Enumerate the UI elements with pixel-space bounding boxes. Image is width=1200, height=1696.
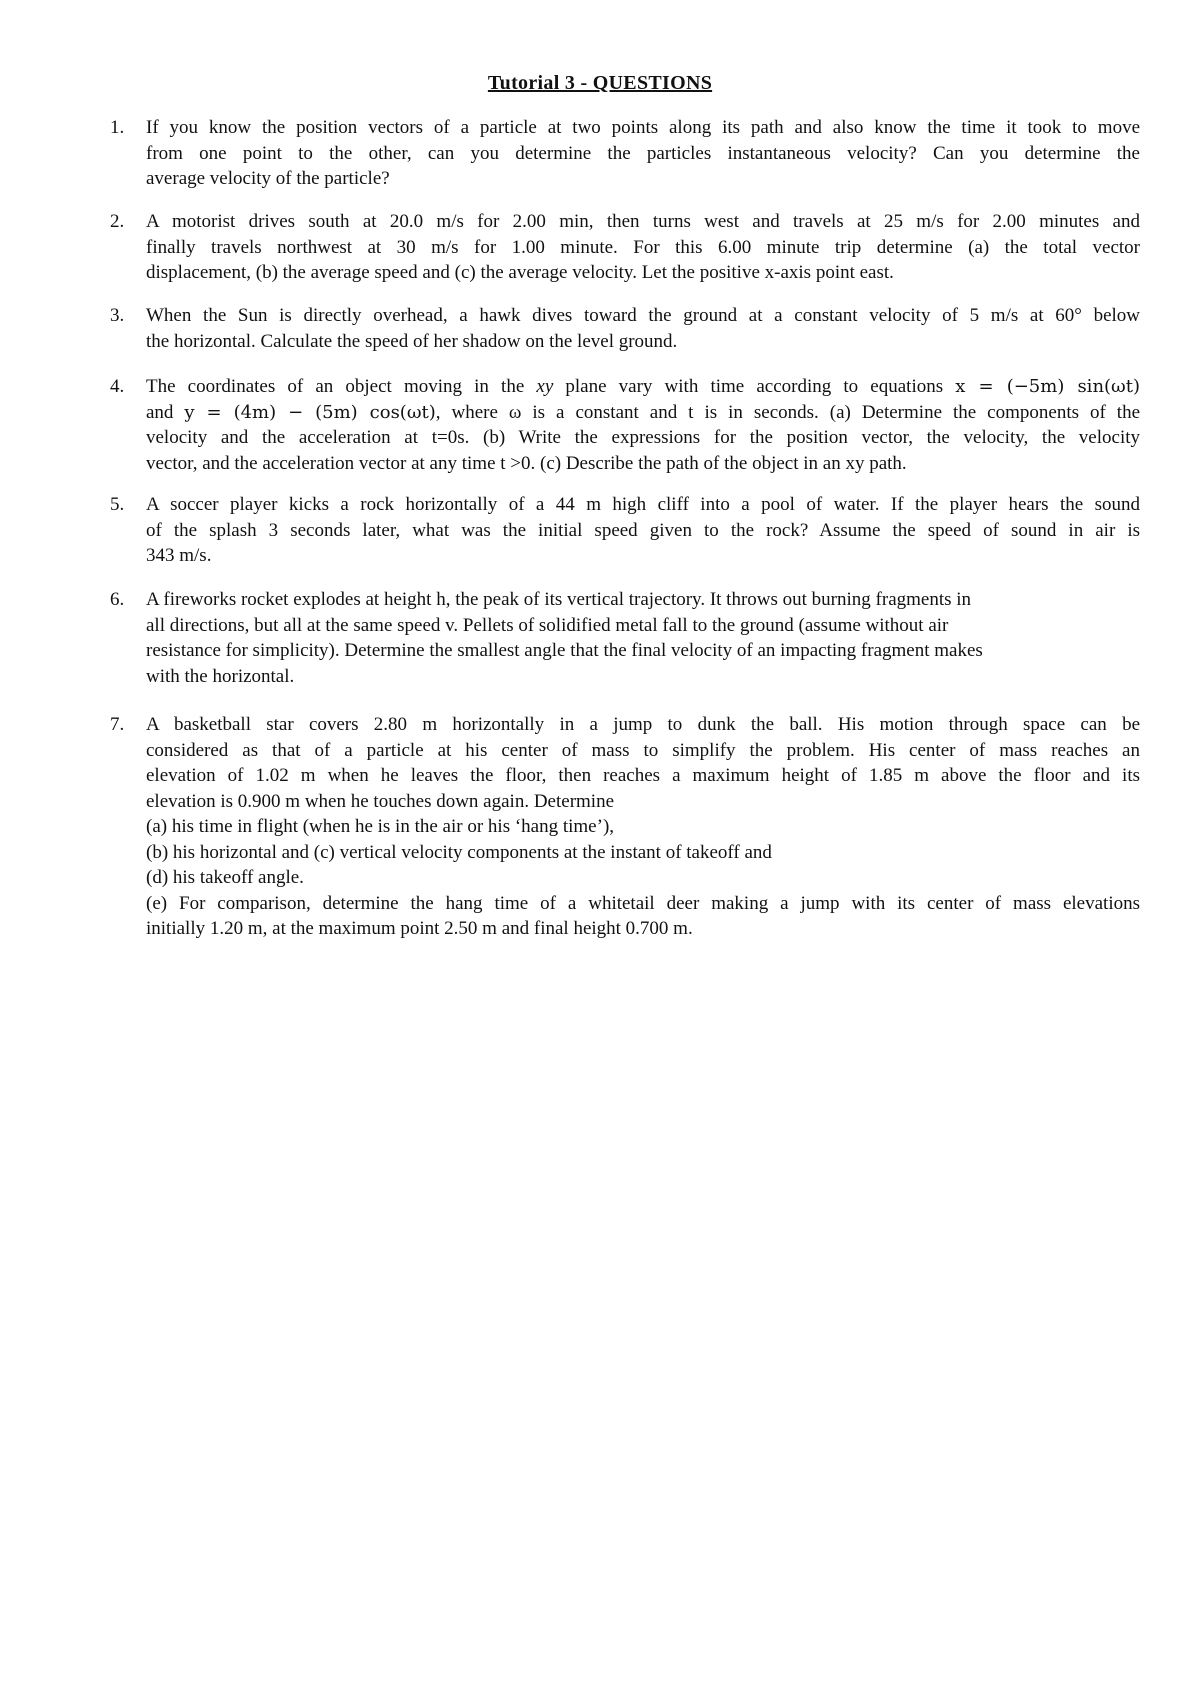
question-text: and xyxy=(146,401,185,423)
question-line xyxy=(146,374,1140,400)
question-text: xy xyxy=(536,376,554,397)
question-number: 3. xyxy=(110,305,125,326)
question-line: vector, and the acceleration vector at any time t >0. (c) Describe the path of the object in an xy path. xyxy=(146,452,907,474)
question-line: When the Sun is directly overhead, a hawk dives toward the ground at a constant velocity of 5 m/s at 60° below xyxy=(146,305,1140,326)
question-text: plane vary with time according to equations xyxy=(553,376,956,397)
question-line: initially 1.20 m, at the maximum point 2.50 m and final height 0.700 m. xyxy=(146,918,693,939)
question-line: elevation is 0.900 m when he touches down again. Determine xyxy=(146,790,615,812)
question-line: A soccer player kicks a rock horizontally of a 44 m high cliff into a pool of water. If the player hears the sound xyxy=(146,494,1140,515)
question-line: (d) his takeoff angle. xyxy=(146,867,304,888)
question-line: A fireworks rocket explodes at height h, the peak of its vertical trajectory. It throws out burning fragments in xyxy=(146,589,972,610)
question-line: 343 m/s. xyxy=(146,545,212,566)
question-line: If you know the position vectors of a particle at two points along its path and also know the time it took to move xyxy=(146,117,1140,138)
question-line: from one point to the other, can you determine the particles instantaneous velocity? Can you determine the xyxy=(146,142,1140,164)
question-2 xyxy=(110,209,1140,286)
question-line: elevation of 1.02 m when he leaves the floor, then reaches a maximum height of 1.85 m above the floor and its xyxy=(146,765,1140,786)
question-line: with the horizontal. xyxy=(146,665,295,687)
page-title: Tutorial 3 - QUESTIONS xyxy=(487,72,713,94)
question-number: 7. xyxy=(110,714,125,735)
question-line: A basketball star covers 2.80 m horizontally in a jump to dunk the ball. His motion through space can be xyxy=(146,714,1140,735)
question-number: 6. xyxy=(110,589,125,610)
equation-x: x = (−5m) sin(ωt) xyxy=(955,376,1140,397)
question-line: resistance for simplicity). Determine the smallest angle that the final velocity of an impacting fragment makes xyxy=(146,640,983,661)
question-line: (a) his time in flight (when he is in the air or his ‘hang time’), xyxy=(146,816,615,837)
question-line xyxy=(146,400,1140,426)
question-3 xyxy=(110,303,1140,354)
question-number: 5. xyxy=(110,494,125,515)
question-number: 4. xyxy=(110,376,125,397)
question-1 xyxy=(110,115,1140,192)
question-text: , where ω is a constant and t is in seconds. (a) Determine the components of the xyxy=(435,401,1140,423)
question-line: the horizontal. Calculate the speed of her shadow on the level ground. xyxy=(146,330,678,352)
question-line: A motorist drives south at 20.0 m/s for 2.00 min, then turns west and travels at 25 m/s for 2.00 minutes and xyxy=(146,211,1140,232)
equation-y: y = (4m) − (5m) cos(ωt) xyxy=(184,401,436,423)
question-6 xyxy=(110,587,1140,689)
question-line: average velocity of the particle? xyxy=(146,168,390,189)
question-line: considered as that of a particle at his center of mass to simplify the problem. His center of mass reaches an xyxy=(146,739,1140,761)
question-text: The coordinates of an object moving in the xyxy=(146,376,537,397)
question-number: 1. xyxy=(110,117,125,138)
question-line: all directions, but all at the same speed v. Pellets of solidified metal fall to the ground (assume without air xyxy=(146,614,949,636)
question-line: finally travels northwest at 30 m/s for 1.00 minute. For this 6.00 minute trip determine (a) the total vector xyxy=(146,236,1140,258)
question-number: 2. xyxy=(110,211,125,232)
question-4 xyxy=(110,374,1140,476)
question-line: displacement, (b) the average speed and (c) the average velocity. Let the positive x-axis point east. xyxy=(146,262,894,283)
question-5 xyxy=(110,492,1140,569)
question-7 xyxy=(110,712,1140,942)
question-line: of the splash 3 seconds later, what was the initial speed given to the rock? Assume the speed of sound in air is xyxy=(146,519,1140,541)
question-line: velocity and the acceleration at t=0s. (b) Write the expressions for the position vector, the velocity, the velocity xyxy=(146,427,1140,448)
question-line: (b) his horizontal and (c) vertical velocity components at the instant of takeoff and xyxy=(146,841,772,863)
question-line: (e) For comparison, determine the hang time of a whitetail deer making a jump with its center of mass elevations xyxy=(146,892,1140,914)
